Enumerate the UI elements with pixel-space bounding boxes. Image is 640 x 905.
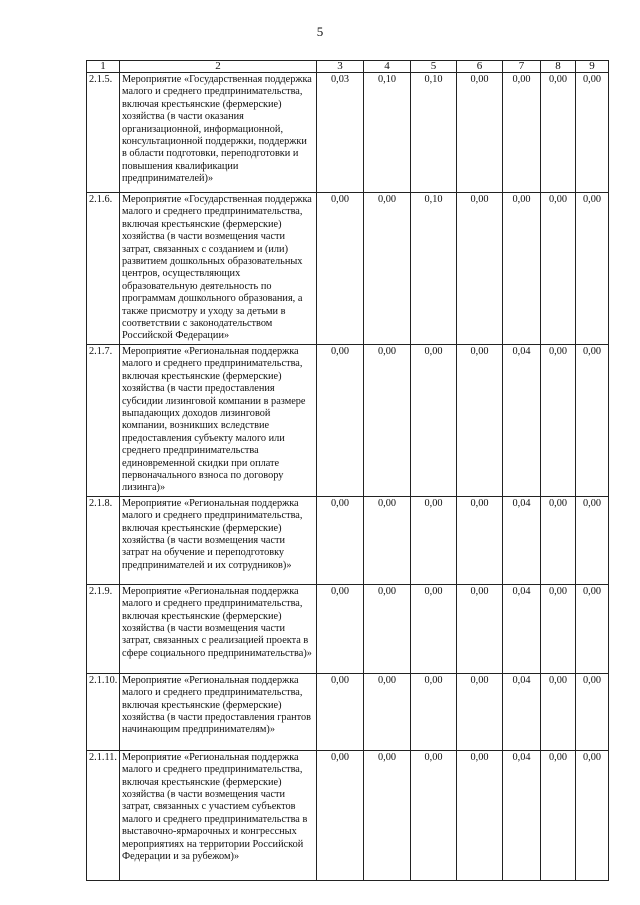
value-cell: 0,00: [364, 750, 411, 880]
column-header: 6: [457, 61, 503, 73]
row-number: 2.1.7.: [87, 344, 120, 496]
column-header: 2: [120, 61, 317, 73]
value-cell: 0,00: [576, 73, 609, 193]
column-number-row: [87, 61, 609, 73]
row-description: Мероприятие «Государственная поддержка малого и среднего предпринимательства, включая крестьянские (фермерские) хозяйства (в части оказания организационной, информационной, консультационной поддержки, поддержки в области подготовки, переподготовки и повышения квалификации предпринимателей)»: [120, 73, 317, 193]
value-cell: 0,00: [317, 673, 364, 750]
value-cell: 0,00: [576, 673, 609, 750]
value-cell: 0,00: [541, 496, 576, 584]
value-cell: 0,03: [317, 73, 364, 193]
table-row: [87, 673, 609, 750]
value-cell: 0,00: [541, 584, 576, 673]
value-cell: 0,04: [503, 344, 541, 496]
value-cell: 0,00: [457, 344, 503, 496]
value-cell: 0,00: [364, 673, 411, 750]
table-row: [87, 193, 609, 345]
value-cell: 0,00: [541, 193, 576, 345]
table-row: [87, 750, 609, 880]
row-number: 2.1.8.: [87, 496, 120, 584]
row-description: Мероприятие «Региональная поддержка малого и среднего предпринимательства, включая крестьянские (фермерские) хозяйства (в части возмещения части затрат, связанных с реализацией проекта в сфере социального предпринимательства)»: [120, 584, 317, 673]
column-header: 5: [411, 61, 457, 73]
value-cell: 0,00: [576, 750, 609, 880]
column-header: 7: [503, 61, 541, 73]
column-header: 9: [576, 61, 609, 73]
column-header: 3: [317, 61, 364, 73]
value-cell: 0,10: [364, 73, 411, 193]
row-number: 2.1.10.: [87, 673, 120, 750]
value-cell: 0,04: [503, 750, 541, 880]
value-cell: 0,00: [576, 584, 609, 673]
value-cell: 0,00: [411, 750, 457, 880]
row-description: Мероприятие «Государственная поддержка малого и среднего предпринимательства, включая крестьянские (фермерские) хозяйства (в части возмещения части затрат, связанных с созданием и (или) развитием дошкольных образовательных центров, осуществляющих образовательную деятельность по программам дошкольного образования, а также присмотру и уходу за детьми в соответствии с законодательством Российской Федерации»: [120, 193, 317, 345]
value-cell: 0,10: [411, 73, 457, 193]
row-description: Мероприятие «Региональная поддержка малого и среднего предпринимательства, включая крестьянские (фермерские) хозяйства (в части предоставления грантов начинающим предпринимателям)»: [120, 673, 317, 750]
value-cell: 0,00: [411, 673, 457, 750]
value-cell: 0,00: [541, 673, 576, 750]
page-number: 5: [316, 24, 324, 39]
value-cell: 0,00: [364, 496, 411, 584]
value-cell: 0,00: [541, 73, 576, 193]
row-number: 2.1.9.: [87, 584, 120, 673]
value-cell: 0,00: [576, 496, 609, 584]
row-number: 2.1.11.: [87, 750, 120, 880]
value-cell: 0,00: [364, 193, 411, 345]
value-cell: 0,00: [576, 193, 609, 345]
value-cell: 0,00: [503, 193, 541, 345]
column-header: 4: [364, 61, 411, 73]
table-row: [87, 344, 609, 496]
value-cell: 0,04: [503, 584, 541, 673]
value-cell: 0,00: [457, 673, 503, 750]
value-cell: 0,00: [364, 344, 411, 496]
value-cell: 0,00: [541, 750, 576, 880]
value-cell: 0,00: [317, 344, 364, 496]
value-cell: 0,00: [411, 496, 457, 584]
row-number: 2.1.6.: [87, 193, 120, 345]
value-cell: 0,00: [457, 496, 503, 584]
value-cell: 0,04: [503, 496, 541, 584]
value-cell: 0,00: [576, 344, 609, 496]
value-cell: 0,00: [364, 584, 411, 673]
value-cell: 0,00: [541, 344, 576, 496]
value-cell: 0,00: [457, 73, 503, 193]
value-cell: 0,00: [411, 344, 457, 496]
value-cell: 0,10: [411, 193, 457, 345]
value-cell: 0,00: [317, 193, 364, 345]
value-cell: 0,00: [411, 584, 457, 673]
value-cell: 0,00: [503, 73, 541, 193]
value-cell: 0,00: [457, 193, 503, 345]
value-cell: 0,00: [317, 750, 364, 880]
value-cell: 0,00: [457, 750, 503, 880]
row-description: Мероприятие «Региональная поддержка малого и среднего предпринимательства, включая крестьянские (фермерские) хозяйства (в части возмещения части затрат, связанных с участием субъектов малого и среднего предпринимательства в выставочно-ярмарочных и конгрессных мероприятиях на территории Российской Федерации и за рубежом)»: [120, 750, 317, 880]
table-row: [87, 73, 609, 193]
value-cell: 0,00: [317, 496, 364, 584]
program-table: [86, 60, 609, 881]
value-cell: 0,00: [317, 584, 364, 673]
row-description: Мероприятие «Региональная поддержка малого и среднего предпринимательства, включая крестьянские (фермерские) хозяйства (в части возмещения части затрат на обучение и переподготовку предпринимателей и их сотрудников)»: [120, 496, 317, 584]
table-row: [87, 584, 609, 673]
row-description: Мероприятие «Региональная поддержка малого и среднего предпринимательства, включая крестьянские (фермерские) хозяйства (в части предоставления субсидии лизинговой компании в размере выпадающих доходов лизинговой компании, возникших вследствие предоставления субъекту малого или среднего предпринимательства единовременной скидки при оплате первоначального взноса по договору лизинга)»: [120, 344, 317, 496]
column-header: 8: [541, 61, 576, 73]
value-cell: 0,00: [457, 584, 503, 673]
column-header: 1: [87, 61, 120, 73]
value-cell: 0,04: [503, 673, 541, 750]
table-row: [87, 496, 609, 584]
row-number: 2.1.5.: [87, 73, 120, 193]
